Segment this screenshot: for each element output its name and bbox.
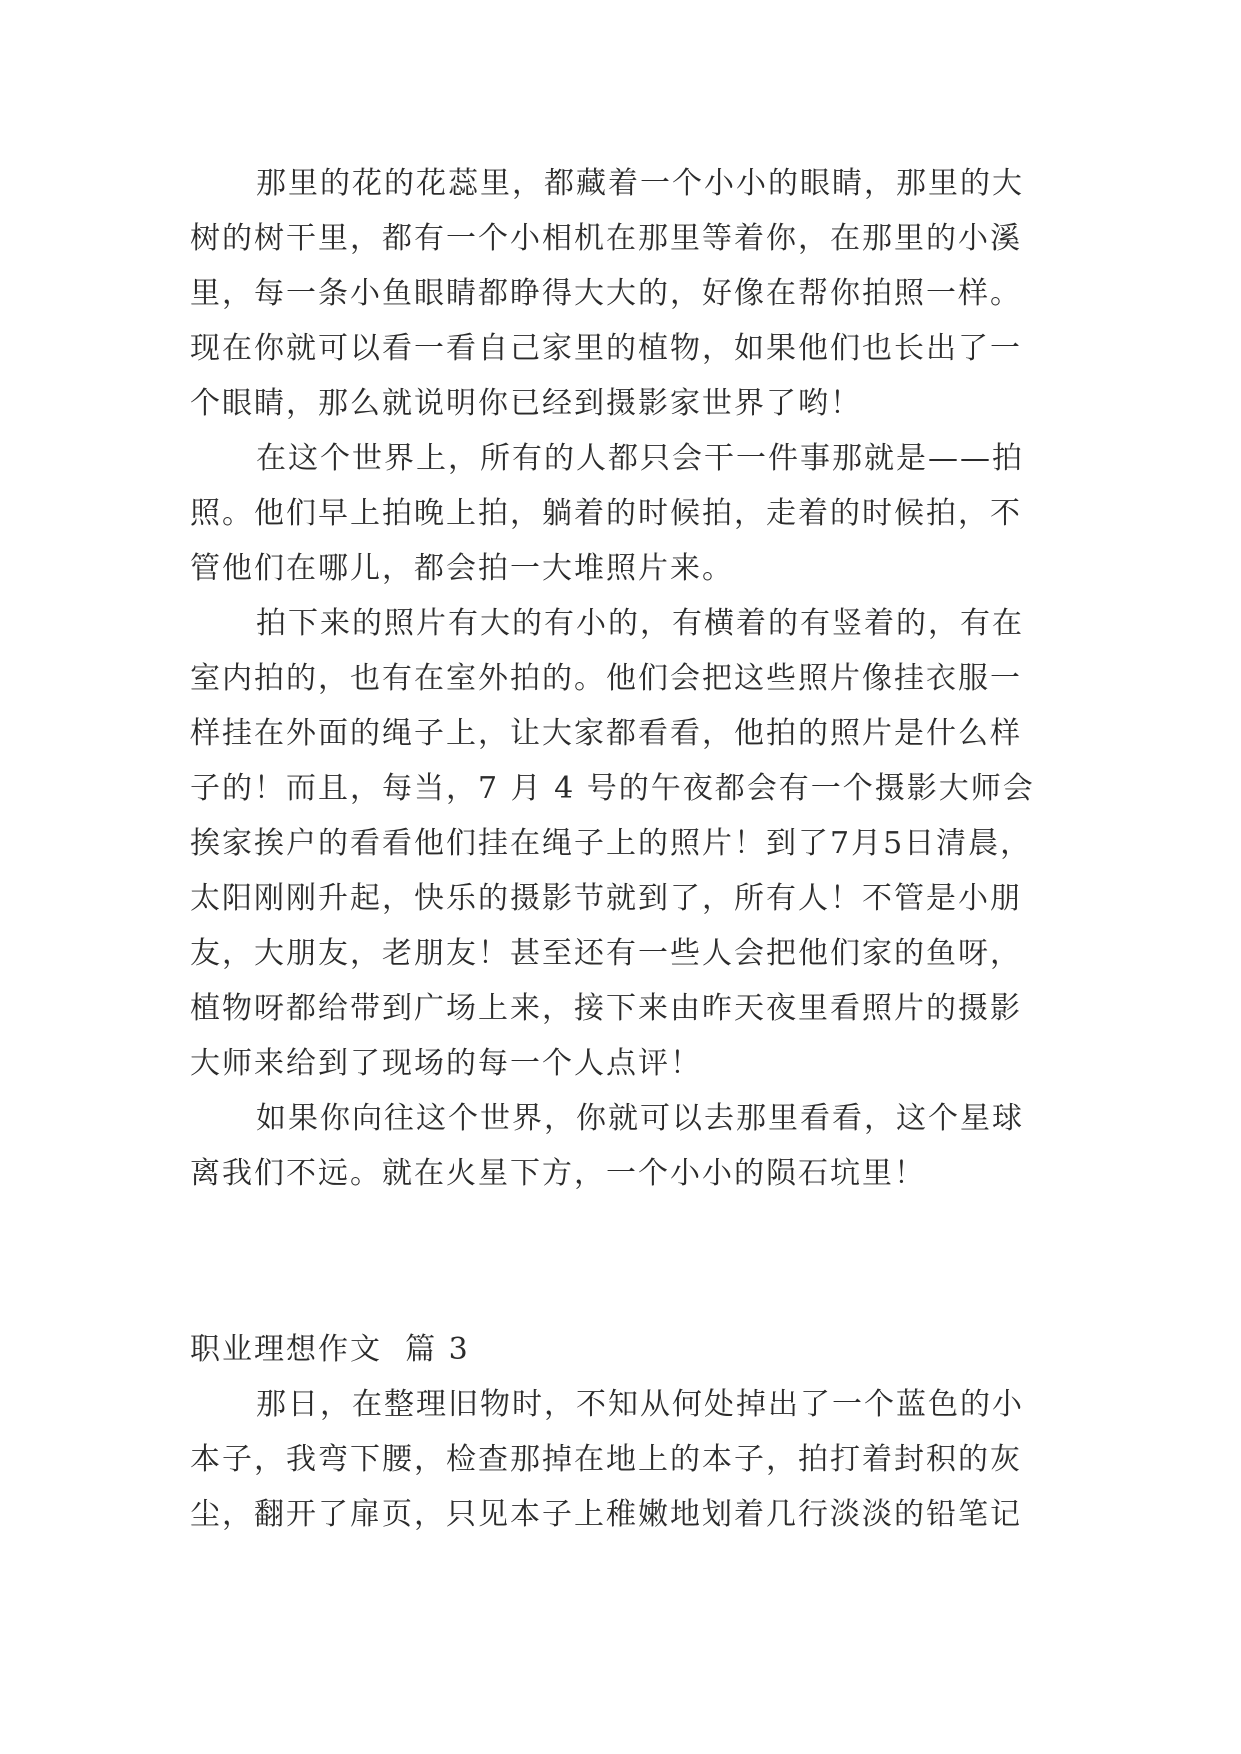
text-line: 现在你就可以看一看自己家里的植物，如果他们也长出了一 bbox=[190, 331, 1022, 366]
text-line: 大师来给到了现场的每一个人点评！ bbox=[190, 1046, 702, 1081]
text-line: 管他们在哪儿，都会拍一大堆照片来。 bbox=[190, 551, 734, 586]
text-line: 里，每一条小鱼眼睛都睁得大大的，好像在帮你拍照一样。 bbox=[190, 276, 1022, 311]
text-line: 本子，我弯下腰，检查那掉在地上的本子，拍打着封积的灰 bbox=[190, 1442, 1022, 1477]
text-line: 室内拍的，也有在室外拍的。他们会把这些照片像挂衣服一 bbox=[190, 661, 1022, 696]
text-line: 如果你向往这个世界，你就可以去那里看看，这个星球 bbox=[256, 1101, 1024, 1136]
text-line: 拍下来的照片有大的有小的，有横着的有竖着的，有在 bbox=[256, 606, 1024, 641]
text-line: 照。他们早上拍晚上拍，躺着的时候拍，走着的时候拍，不 bbox=[190, 496, 1022, 531]
text-line: 友，大朋友，老朋友！甚至还有一些人会把他们家的鱼呀， bbox=[190, 936, 1022, 971]
text-line: 个眼睛，那么就说明你已经到摄影家世界了哟！ bbox=[190, 386, 862, 421]
text-line: 子的！而且，每当，7 月 4 号的午夜都会有一个摄影大师会 bbox=[190, 771, 1035, 806]
text-line: 尘，翻开了扉页，只见本子上稚嫩地划着几行淡淡的铅笔记 bbox=[190, 1497, 1022, 1532]
text-line: 植物呀都给带到广场上来，接下来由昨天夜里看照片的摄影 bbox=[190, 991, 1022, 1026]
text-line: 离我们不远。就在火星下方，一个小小的陨石坑里！ bbox=[190, 1156, 926, 1191]
essay-section-3 bbox=[190, 1322, 1062, 1542]
section-title: 职业理想作文 篇 3 bbox=[190, 1332, 470, 1367]
text-line: 树的树干里，都有一个小相机在那里等着你，在那里的小溪 bbox=[190, 221, 1022, 256]
text-line: 太阳刚刚升起，快乐的摄影节就到了，所有人！不管是小朋 bbox=[190, 881, 1022, 916]
text-line: 那里的花的花蕊里，都藏着一个小小的眼睛，那里的大 bbox=[256, 166, 1024, 201]
text-line: 那日，在整理旧物时，不知从何处掉出了一个蓝色的小 bbox=[256, 1387, 1024, 1422]
text-line: 样挂在外面的绳子上，让大家都看看，他拍的照片是什么样 bbox=[190, 716, 1022, 751]
previous-essay-body bbox=[190, 156, 1062, 1201]
text-line: 挨家挨户的看看他们挂在绳子上的照片！到了7月5日清晨， bbox=[190, 826, 1033, 861]
text-line: 在这个世界上，所有的人都只会干一件事那就是——拍 bbox=[256, 441, 1024, 476]
